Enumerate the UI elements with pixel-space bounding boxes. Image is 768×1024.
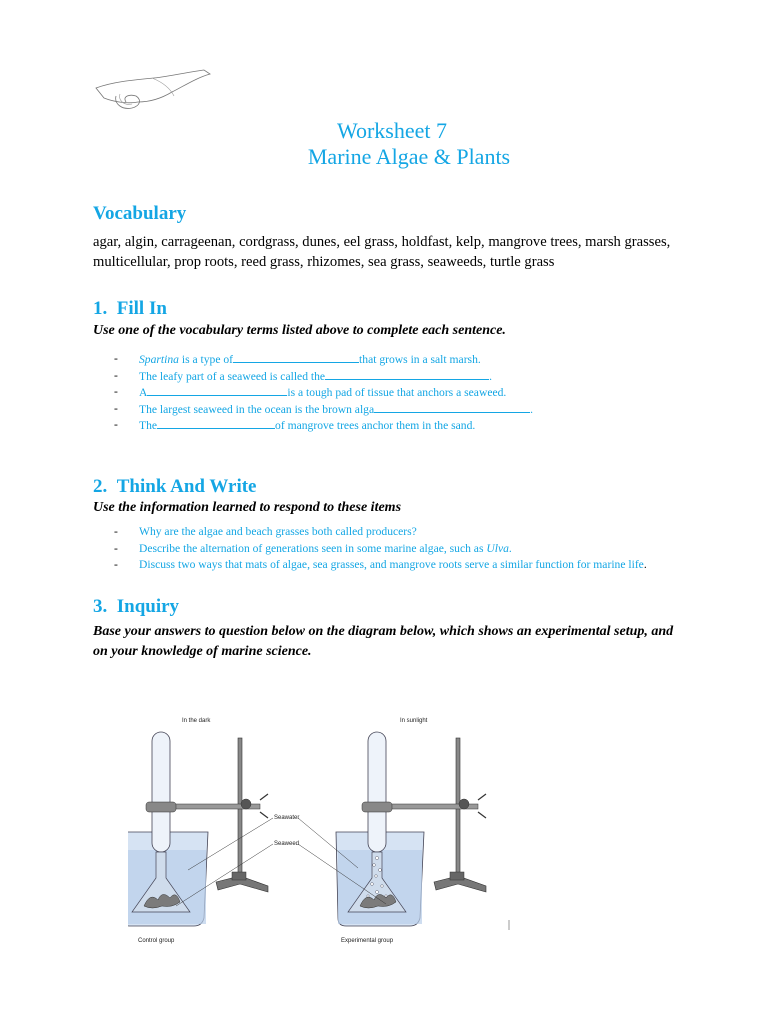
item-text: Discuss two ways that mats of algae, sea grasses, and mangrove roots serve a similar function for marine life bbox=[139, 558, 644, 572]
section-number: 1. bbox=[93, 298, 108, 319]
label-control-group: Control group bbox=[138, 938, 175, 944]
list-item: - Discuss two ways that mats of algae, sea grasses, and mangrove roots serve a similar function for marine life. bbox=[114, 558, 647, 572]
italic-term: Ulva bbox=[486, 541, 509, 555]
item-text: Describe the alternation of generations seen in some marine algae, such as bbox=[139, 541, 487, 555]
sentence-end: that grows in a salt marsh. bbox=[359, 353, 481, 366]
label-in-sunlight: In sunlight bbox=[400, 718, 428, 724]
vocabulary-terms: agar, algin, carrageenan, cordgrass, dunes, eel grass, holdfast, kelp, mangrove trees, marsh grasses, multicellular, prop roots, reed grass, rhizomes, sea grass, seaweeds, turtle grass bbox=[93, 234, 671, 270]
item-tail: . bbox=[643, 558, 647, 572]
worksheet-number: Worksheet 7 bbox=[336, 118, 448, 143]
section-number: 2. bbox=[93, 476, 108, 497]
item-text: Why are the algae and beach grasses both called producers? bbox=[139, 525, 417, 538]
answer-blank[interactable] bbox=[157, 417, 275, 429]
think-write-list bbox=[114, 524, 647, 574]
inquiry-instructions: Base your answers to question below on the diagram below, which shows an experimental setup, and on your knowledge of marine science. bbox=[93, 624, 674, 659]
list-item: - The leafy part of a seaweed is called the . bbox=[114, 368, 492, 383]
vocabulary-heading: Vocabulary bbox=[93, 203, 187, 224]
answer-blank[interactable] bbox=[233, 351, 359, 363]
section-title: Think And Write bbox=[116, 476, 257, 497]
answer-blank[interactable] bbox=[147, 384, 287, 396]
label-seaweed: Seaweed bbox=[274, 841, 300, 847]
list-item: - A is a tough pad of tissue that anchors a seaweed. bbox=[114, 385, 507, 400]
label-in-dark: In the dark bbox=[182, 718, 211, 724]
list-item: - Why are the algae and beach grasses both called producers? bbox=[114, 525, 417, 538]
list-item: - The largest seaweed in the ocean is the brown alga . bbox=[114, 401, 534, 416]
fill-in-list bbox=[114, 351, 533, 434]
sentence-end: is a tough pad of tissue that anchors a seaweed. bbox=[287, 386, 507, 400]
label-experimental-group: Experimental group bbox=[341, 938, 394, 944]
answer-blank[interactable] bbox=[374, 401, 530, 413]
sentence-start: is a type of bbox=[178, 353, 234, 366]
list-item: - Spartina is a type of that grows in a salt marsh. bbox=[114, 352, 481, 366]
label-seawater: Seawater bbox=[274, 815, 300, 821]
list-item: - Describe the alternation of generations seen in some marine algae, such as Ulva. bbox=[114, 541, 512, 555]
think-write-instructions: Use the information learned to respond to these items bbox=[93, 500, 402, 515]
think-write-heading bbox=[93, 476, 257, 498]
section-title: Fill In bbox=[116, 298, 167, 319]
section-title: Inquiry bbox=[116, 596, 180, 617]
sentence-start: The largest seaweed in the ocean is the brown alga bbox=[139, 402, 375, 416]
inquiry-heading bbox=[93, 596, 179, 618]
sentence-start: A bbox=[139, 386, 148, 400]
experimental-setup bbox=[336, 732, 486, 926]
sentence-end: . bbox=[489, 369, 492, 383]
page-title: Marine Algae & Plants bbox=[307, 144, 511, 169]
fill-in-heading bbox=[93, 298, 167, 320]
experiment-diagram bbox=[128, 700, 523, 950]
answer-blank[interactable] bbox=[325, 368, 489, 380]
list-item: - The of mangrove trees anchor them in the sand. bbox=[114, 418, 476, 433]
sentence-start: The bbox=[139, 419, 158, 433]
section-number: 3. bbox=[93, 596, 108, 617]
sentence-start: The leafy part of a seaweed is called the bbox=[139, 369, 326, 383]
fill-in-instructions: Use one of the vocabulary terms listed above to complete each sentence. bbox=[93, 323, 506, 338]
italic-term: Spartina bbox=[139, 353, 179, 366]
item-tail: . bbox=[508, 541, 512, 555]
sentence-end: . bbox=[530, 402, 534, 416]
control-setup bbox=[128, 732, 268, 926]
manta-ray-logo bbox=[92, 42, 216, 130]
sentence-end: of mangrove trees anchor them in the sand. bbox=[275, 419, 476, 433]
